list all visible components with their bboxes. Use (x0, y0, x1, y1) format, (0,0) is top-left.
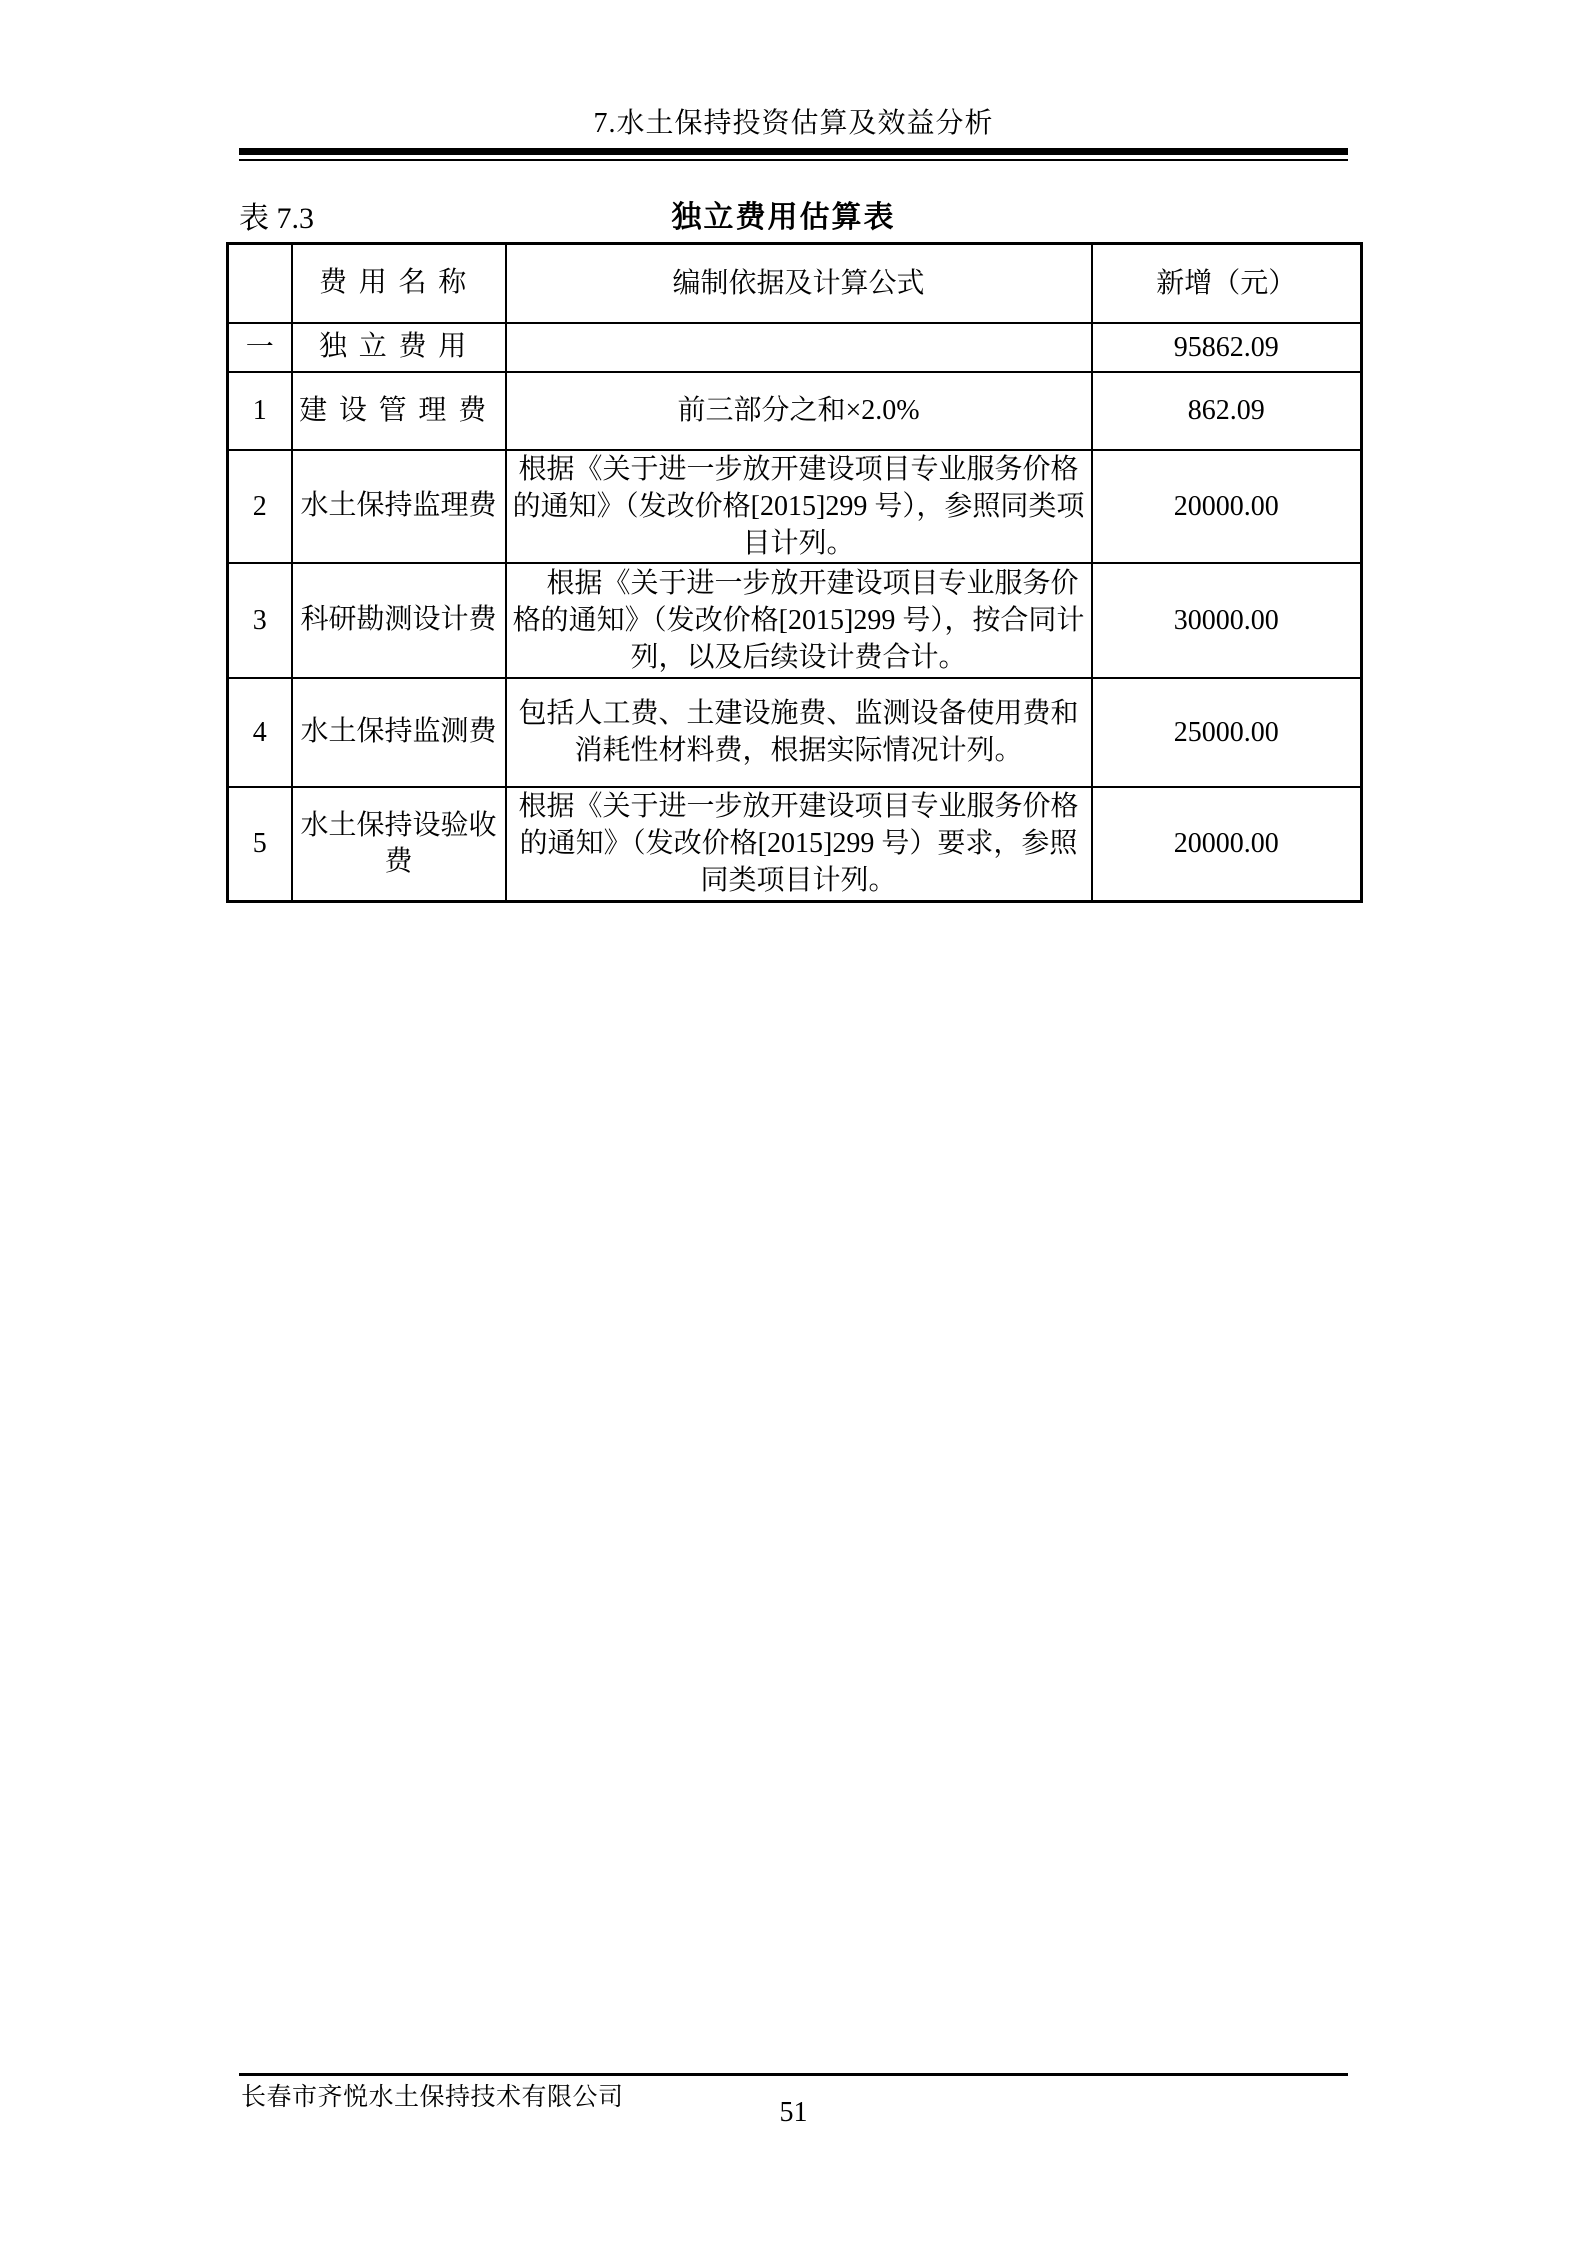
cell-fee-name: 独立费用 (292, 323, 506, 372)
table-body (228, 323, 1362, 902)
cell-basis (506, 323, 1092, 372)
table-row (228, 450, 1362, 563)
cell-amount: 25000.00 (1092, 678, 1362, 787)
cell-basis: 前三部分之和×2.0% (506, 372, 1092, 450)
cell-fee-name: 建设管理费 (292, 372, 506, 450)
table-header (228, 244, 1362, 323)
cell-basis: 根据《关于进一步放开建设项目专业服务价格的通知》（发改价格[2015]299 号）要求，参照同类项目计列。 (506, 787, 1092, 902)
table-row (228, 372, 1362, 450)
cell-fee-name: 科研勘测设计费 (292, 563, 506, 678)
footer-company: 长春市齐悦水土保持技术有限公司 (241, 2084, 624, 2111)
cell-amount: 862.09 (1092, 372, 1362, 450)
cell-fee-name: 水土保持监测费 (292, 678, 506, 787)
cell-amount: 30000.00 (1092, 563, 1362, 678)
cell-number: 3 (228, 563, 292, 678)
cell-number: 4 (228, 678, 292, 787)
table-row (228, 323, 1362, 372)
cell-number: 2 (228, 450, 292, 563)
cell-amount: 20000.00 (1092, 450, 1362, 563)
footer-rule (239, 2073, 1348, 2076)
cell-amount: 20000.00 (1092, 787, 1362, 902)
independent-cost-table (226, 242, 1363, 903)
page-number: 51 (779, 2097, 808, 2128)
column-header-desc: 编制依据及计算公式 (506, 244, 1092, 323)
table-row (228, 563, 1362, 678)
cell-fee-name: 水土保持监理费 (292, 450, 506, 563)
cell-fee-name: 水土保持设验收费 (292, 787, 506, 902)
table-row (228, 787, 1362, 902)
cell-basis: 根据《关于进一步放开建设项目专业服务价格的通知》（发改价格[2015]299 号），参照同类项目计列。 (506, 450, 1092, 563)
cell-number: 1 (228, 372, 292, 450)
table-row (228, 678, 1362, 787)
column-header-amt: 新增（元） (1092, 244, 1362, 323)
table-header-row (228, 244, 1362, 323)
cell-number: 5 (228, 787, 292, 902)
cell-basis: 根据《关于进一步放开建设项目专业服务价格的通知》（发改价格[2015]299 号），按合同计列，以及后续设计费合计。 (506, 563, 1092, 678)
cell-number: 一 (228, 323, 292, 372)
table-caption-title: 独立费用估算表 (671, 201, 896, 234)
header-rule-thick (239, 148, 1348, 155)
column-header-number (228, 244, 292, 323)
header-title: 7.水土保持投资估算及效益分析 (593, 108, 994, 139)
cell-basis: 包括人工费、土建设施费、监测设备使用费和消耗性材料费，根据实际情况计列。 (506, 678, 1092, 787)
column-header-name: 费用名称 (292, 244, 506, 323)
header-rule-thin (239, 159, 1348, 161)
table-caption-label: 表 7.3 (239, 202, 314, 235)
cell-amount: 95862.09 (1092, 323, 1362, 372)
